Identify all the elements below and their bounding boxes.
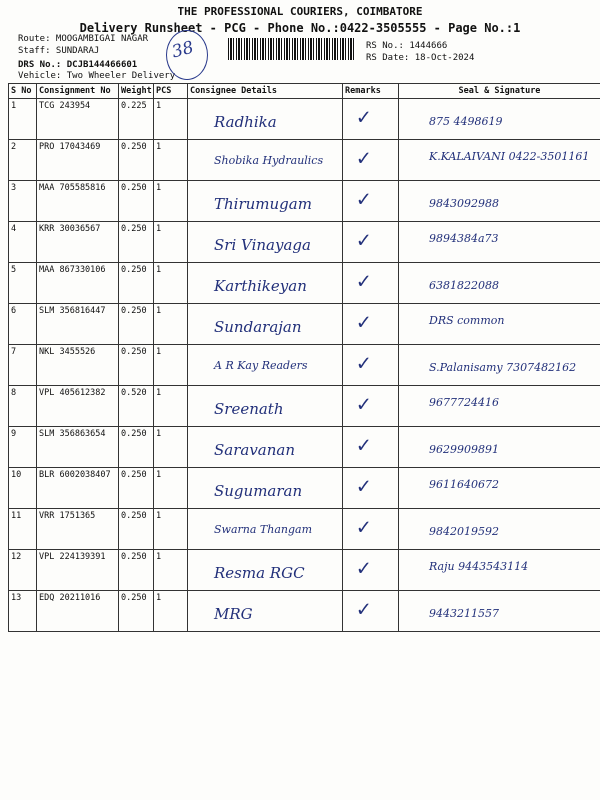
seal-signature: Raju 9443543114 <box>429 560 529 573</box>
seal-signature: K.KALAIVANI 0422-3501161 <box>429 150 590 163</box>
row-consignee <box>188 468 343 509</box>
row-pcs: 1 <box>154 427 188 468</box>
seal-signature: 9677724416 <box>429 396 499 409</box>
tick-mark: ✓ <box>357 146 371 171</box>
col-consignee: Consignee Details <box>188 84 343 99</box>
circled-note: 38 <box>169 37 196 63</box>
row-seal <box>399 345 600 386</box>
consignee-handwriting: Radhika <box>214 113 277 131</box>
staff: Staff: SUNDARAJ <box>18 46 100 56</box>
rs-date: RS Date: 18-Oct-2024 <box>366 53 475 63</box>
tick-mark: ✓ <box>357 310 371 335</box>
row-sno: 5 <box>9 263 37 304</box>
tick-mark: ✓ <box>357 269 371 294</box>
barcode <box>228 38 356 60</box>
seal-signature: 875 4498619 <box>429 115 503 128</box>
row-weight: 0.250 <box>119 550 154 591</box>
row-pcs: 1 <box>154 509 188 550</box>
col-pcs: PCS <box>154 84 188 99</box>
seal-signature: 9894384a73 <box>429 232 499 245</box>
row-pcs: 1 <box>154 304 188 345</box>
row-seal <box>399 263 600 304</box>
row-consignee <box>188 591 343 632</box>
table-row <box>9 140 600 181</box>
row-seal <box>399 427 600 468</box>
row-weight: 0.225 <box>119 99 154 140</box>
table-row <box>9 386 600 427</box>
row-sno: 13 <box>9 591 37 632</box>
row-seal <box>399 591 600 632</box>
vehicle: Vehicle: Two Wheeler Delivery <box>18 71 176 81</box>
row-seal <box>399 99 600 140</box>
row-consignment: TCG 243954 <box>37 99 119 140</box>
row-sno: 4 <box>9 222 37 263</box>
row-remarks <box>343 591 399 632</box>
row-consignment: VPL 224139391 <box>37 550 119 591</box>
row-pcs: 1 <box>154 263 188 304</box>
row-pcs: 1 <box>154 468 188 509</box>
table-row <box>9 99 600 140</box>
row-seal <box>399 181 600 222</box>
row-remarks <box>343 345 399 386</box>
row-sno: 7 <box>9 345 37 386</box>
runsheet-title: Delivery Runsheet - PCG - Phone No.:0422-3505555 - Page No.:1 <box>79 21 521 35</box>
row-consignment: KRR 30036567 <box>37 222 119 263</box>
row-remarks <box>343 304 399 345</box>
row-consignee <box>188 99 343 140</box>
consignee-handwriting: Sugumaran <box>214 482 303 500</box>
tick-mark: ✓ <box>357 433 371 458</box>
row-consignment: SLM 356863654 <box>37 427 119 468</box>
row-consignee <box>188 263 343 304</box>
tick-mark: ✓ <box>357 515 371 540</box>
route: Route: MOOGAMBIGAI NAGAR <box>18 34 149 44</box>
seal-signature: 6381822088 <box>429 279 499 292</box>
row-remarks <box>343 427 399 468</box>
consignee-handwriting: MRG <box>214 605 253 623</box>
row-sno: 12 <box>9 550 37 591</box>
tick-mark: ✓ <box>357 105 371 130</box>
table-row <box>9 263 600 304</box>
row-remarks <box>343 509 399 550</box>
col-remarks: Remarks <box>343 84 399 99</box>
seal-signature: S.Palanisamy 7307482162 <box>429 361 577 374</box>
row-seal <box>399 468 600 509</box>
row-remarks <box>343 550 399 591</box>
row-seal <box>399 222 600 263</box>
row-consignment: MAA 867330106 <box>37 263 119 304</box>
table-row <box>9 468 600 509</box>
row-consignee <box>188 509 343 550</box>
tick-mark: ✓ <box>357 187 371 212</box>
table-row <box>9 591 600 632</box>
row-weight: 0.250 <box>119 509 154 550</box>
row-pcs: 1 <box>154 222 188 263</box>
table-row <box>9 427 600 468</box>
row-consignment: MAA 705585816 <box>37 181 119 222</box>
table-row <box>9 181 600 222</box>
seal-signature: 9629909891 <box>429 443 499 456</box>
consignee-handwriting: Sundarajan <box>214 318 302 336</box>
tick-mark: ✓ <box>357 228 371 253</box>
table-row <box>9 222 600 263</box>
row-remarks <box>343 222 399 263</box>
row-consignee <box>188 550 343 591</box>
row-consignment: PRO 17043469 <box>37 140 119 181</box>
row-consignment: VRR 1751365 <box>37 509 119 550</box>
row-weight: 0.520 <box>119 386 154 427</box>
row-remarks <box>343 263 399 304</box>
seal-signature: 9843092988 <box>429 197 499 210</box>
row-pcs: 1 <box>154 345 188 386</box>
row-consignment: NKL 3455526 <box>37 345 119 386</box>
table-row <box>9 509 600 550</box>
table-row <box>9 345 600 386</box>
seal-signature: DRS common <box>429 314 505 327</box>
consignee-handwriting: A R Kay Readers <box>214 359 308 372</box>
consignee-handwriting: Saravanan <box>214 441 296 459</box>
row-sno: 6 <box>9 304 37 345</box>
row-weight: 0.250 <box>119 181 154 222</box>
row-remarks <box>343 468 399 509</box>
row-consignee <box>188 345 343 386</box>
drs-number: DRS No.: DCJB144466601 <box>18 60 138 70</box>
row-seal <box>399 304 600 345</box>
row-sno: 1 <box>9 99 37 140</box>
row-weight: 0.250 <box>119 468 154 509</box>
tick-mark: ✓ <box>357 556 371 581</box>
row-weight: 0.250 <box>119 222 154 263</box>
row-sno: 8 <box>9 386 37 427</box>
row-weight: 0.250 <box>119 345 154 386</box>
row-consignee <box>188 304 343 345</box>
table-header <box>9 84 600 99</box>
tick-mark: ✓ <box>357 351 371 376</box>
row-pcs: 1 <box>154 591 188 632</box>
row-pcs: 1 <box>154 181 188 222</box>
row-weight: 0.250 <box>119 263 154 304</box>
row-weight: 0.250 <box>119 591 154 632</box>
seal-signature: 9443211557 <box>429 607 499 620</box>
col-seal: Seal & Signature <box>399 84 600 99</box>
row-consignment: SLM 356816447 <box>37 304 119 345</box>
row-consignment: BLR 6002038407 <box>37 468 119 509</box>
row-weight: 0.250 <box>119 140 154 181</box>
table-row <box>9 550 600 591</box>
row-consignee <box>188 386 343 427</box>
row-seal <box>399 550 600 591</box>
row-pcs: 1 <box>154 140 188 181</box>
consignee-handwriting: Karthikeyan <box>214 277 307 295</box>
row-consignee <box>188 181 343 222</box>
runsheet-table <box>8 83 600 632</box>
row-sno: 9 <box>9 427 37 468</box>
consignee-handwriting: Sri Vinayaga <box>214 236 311 254</box>
row-pcs: 1 <box>154 99 188 140</box>
company-name: THE PROFESSIONAL COURIERS, COIMBATORE <box>177 5 423 18</box>
tick-mark: ✓ <box>357 597 371 622</box>
tick-mark: ✓ <box>357 474 371 499</box>
row-sno: 10 <box>9 468 37 509</box>
row-consignment: VPL 405612382 <box>37 386 119 427</box>
table-row <box>9 304 600 345</box>
consignee-handwriting: Resma RGC <box>214 564 305 582</box>
row-consignment: EDQ 20211016 <box>37 591 119 632</box>
row-consignee <box>188 222 343 263</box>
row-seal <box>399 386 600 427</box>
row-sno: 11 <box>9 509 37 550</box>
row-consignee <box>188 427 343 468</box>
row-remarks <box>343 181 399 222</box>
row-sno: 2 <box>9 140 37 181</box>
row-sno: 3 <box>9 181 37 222</box>
row-remarks <box>343 140 399 181</box>
rs-number: RS No.: 1444666 <box>366 41 448 51</box>
row-seal <box>399 140 600 181</box>
col-consignment: Consignment No <box>37 84 119 99</box>
row-remarks <box>343 386 399 427</box>
consignee-handwriting: Sreenath <box>214 400 284 418</box>
row-consignee <box>188 140 343 181</box>
seal-signature: 9842019592 <box>429 525 499 538</box>
row-pcs: 1 <box>154 386 188 427</box>
row-pcs: 1 <box>154 550 188 591</box>
row-weight: 0.250 <box>119 427 154 468</box>
consignee-handwriting: Swarna Thangam <box>214 523 313 536</box>
col-weight: Weight <box>119 84 154 99</box>
consignee-handwriting: Shobika Hydraulics <box>214 154 324 167</box>
row-seal <box>399 509 600 550</box>
row-remarks <box>343 99 399 140</box>
consignee-handwriting: Thirumugam <box>214 195 312 213</box>
col-sno: S No <box>9 84 37 99</box>
row-weight: 0.250 <box>119 304 154 345</box>
tick-mark: ✓ <box>357 392 371 417</box>
seal-signature: 9611640672 <box>429 478 499 491</box>
